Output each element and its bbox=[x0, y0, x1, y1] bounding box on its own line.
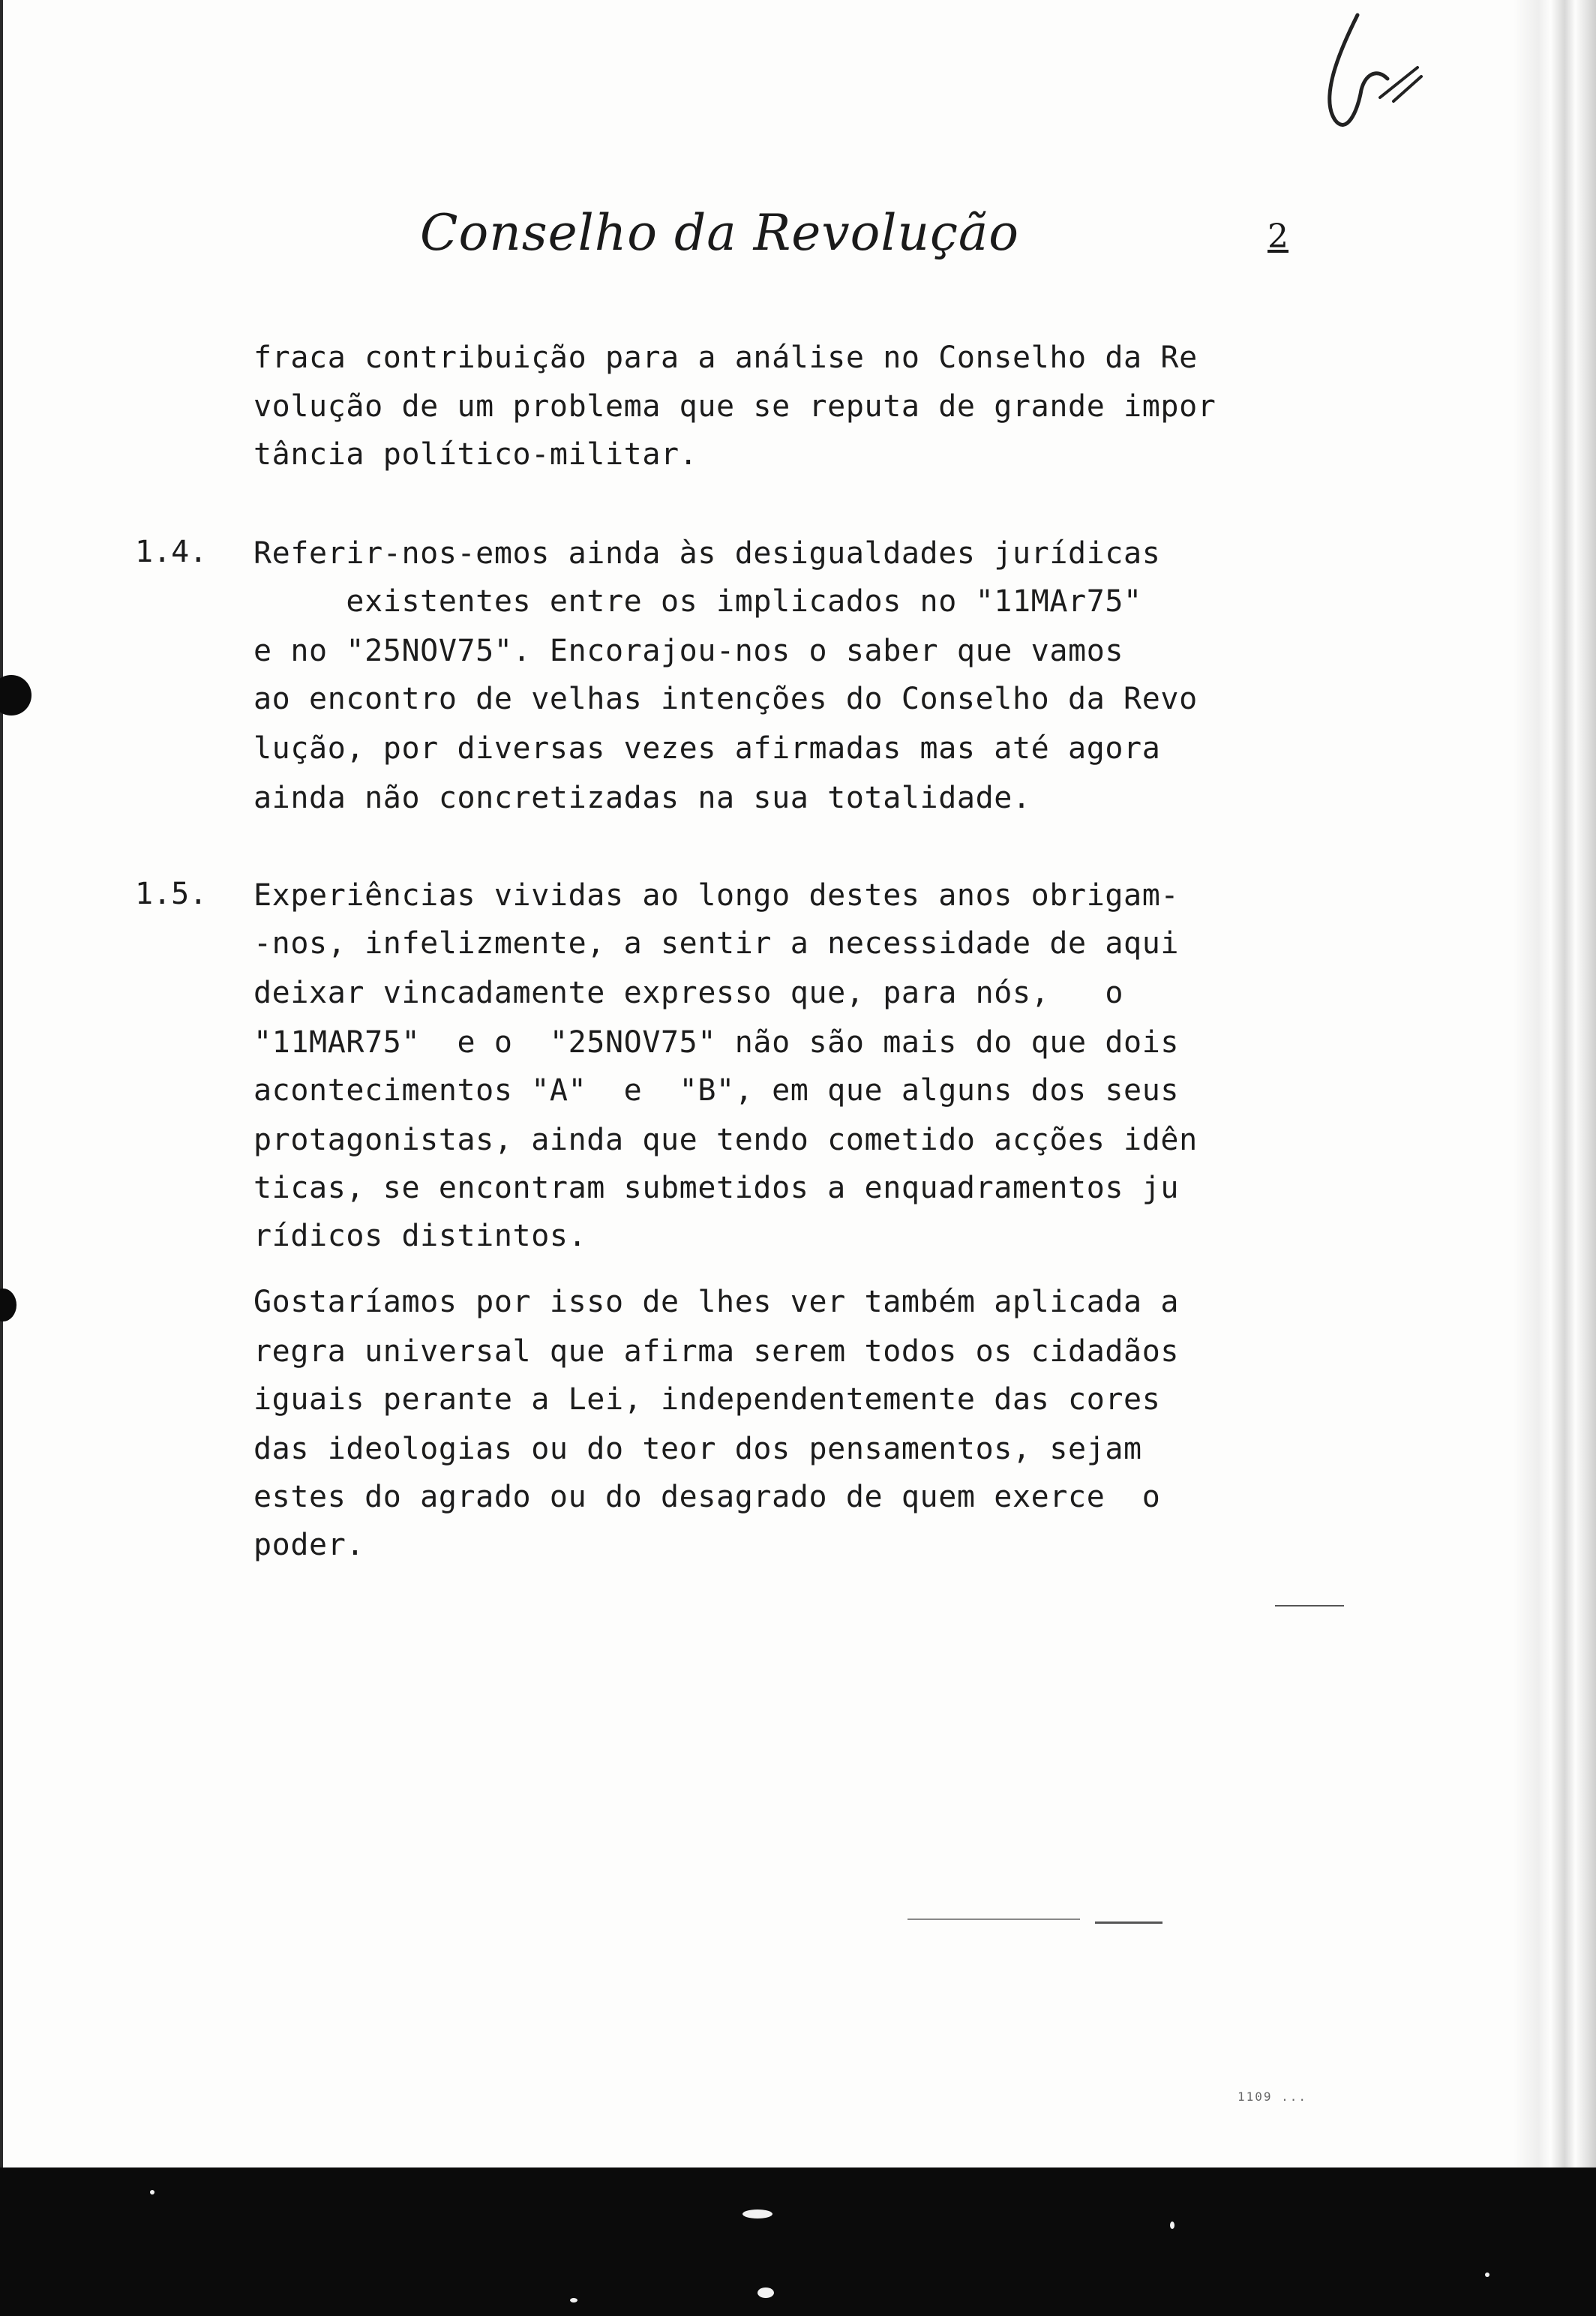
letterhead-title: Conselho da Revolução bbox=[420, 204, 1020, 262]
scan-left-edge bbox=[0, 0, 3, 2168]
scan-mark bbox=[908, 1918, 1080, 1920]
text-line: Experiências vividas ao longo destes anos obrigam- bbox=[254, 878, 1180, 913]
text-line: rídicos distintos. bbox=[254, 1219, 587, 1253]
scan-bottom-band bbox=[0, 2168, 1596, 2316]
text-line: "11MAR75" e o "25NOV75" não são mais do que dois bbox=[254, 1025, 1180, 1060]
paragraph-number: 1.5. bbox=[135, 877, 208, 911]
text-line: deixar vincadamente expresso que, para nós, o bbox=[254, 976, 1124, 1010]
text-line: existentes entre os implicados no "11MAr75" bbox=[254, 584, 1142, 619]
scan-speck bbox=[1485, 2272, 1490, 2277]
text-line: iguais perante a Lei, independentemente das cores bbox=[254, 1382, 1161, 1417]
paragraph-number: 1.4. bbox=[135, 535, 208, 569]
text-line: -nos, infelizmente, a sentir a necessidade de aqui bbox=[254, 926, 1180, 961]
text-line: fraca contribuição para a análise no Conselho da Re bbox=[254, 340, 1198, 375]
text-line: ao encontro de velhas intenções do Conselho da Revo bbox=[254, 682, 1198, 716]
text-line: ticas, se encontram submetidos a enquadramentos ju bbox=[254, 1171, 1180, 1205]
text-line: lução, por diversas vezes afirmadas mas até agora bbox=[254, 731, 1161, 766]
text-line: das ideologias ou do teor dos pensamentos, sejam bbox=[254, 1432, 1142, 1466]
scan-right-edge bbox=[1514, 0, 1596, 2168]
text-line: regra universal que afirma serem todos os cidadãos bbox=[254, 1334, 1180, 1369]
text-line: acontecimentos "A" e "B", em que alguns dos seus bbox=[254, 1073, 1180, 1108]
text-line: Gostaríamos por isso de lhes ver também aplicada a bbox=[254, 1285, 1180, 1319]
scan-speck bbox=[150, 2190, 154, 2194]
footer-code: 1109 ... bbox=[1238, 2090, 1308, 2104]
text-line: estes do agrado ou do desagrado de quem exerce o bbox=[254, 1480, 1161, 1514]
text-line: volução de um problema que se reputa de grande impor bbox=[254, 389, 1216, 424]
scan-speck bbox=[1170, 2222, 1174, 2229]
text-line: e no "25NOV75". Encorajou-nos o saber que vamos bbox=[254, 634, 1124, 668]
binder-hole-upper bbox=[0, 675, 32, 716]
text-line: tância político-militar. bbox=[254, 437, 698, 472]
scan-mark bbox=[1275, 1605, 1344, 1606]
text-line: Referir-nos-emos ainda às desigualdades jurídicas bbox=[254, 536, 1161, 571]
scan-speck bbox=[742, 2210, 772, 2218]
scan-mark bbox=[1095, 1922, 1162, 1924]
text-line: ainda não concretizadas na sua totalidade. bbox=[254, 781, 1031, 815]
binder-hole-lower bbox=[0, 1288, 16, 1322]
scan-speck bbox=[570, 2298, 578, 2302]
page-number: 2 bbox=[1268, 218, 1288, 256]
scan-speck bbox=[758, 2288, 774, 2298]
text-line: poder. bbox=[254, 1528, 365, 1562]
text-line: protagonistas, ainda que tendo cometido acções idên bbox=[254, 1123, 1198, 1157]
handwritten-initials-icon bbox=[1305, 8, 1425, 135]
